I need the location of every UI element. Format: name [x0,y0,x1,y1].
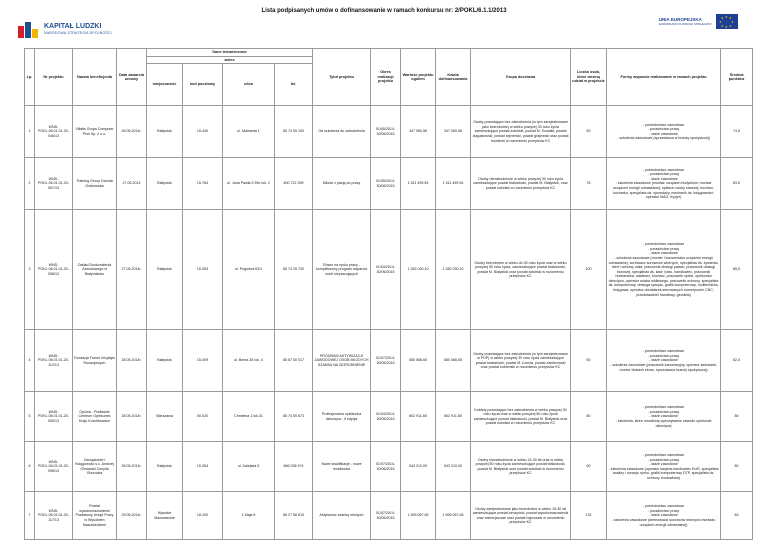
cell-period: 01/05/2014-30/06/2015 [371,158,401,210]
col-phone: tel. [275,64,313,106]
page-title: Lista podpisanych umów o dofinansowanie w ramach konkursu nr: 2/POKL/6.1.1/2013 [261,8,507,14]
cell-score: 85 [721,392,753,442]
cell-contract-date: 27.05.2014 [117,158,147,210]
cell-score: 83 [721,492,753,540]
cell-zip: 00-020 [183,392,223,442]
table-row [25,492,753,540]
col-street: ulica [223,64,275,106]
cell-participants: 100 [571,210,607,330]
cell-support-forms: - pośrednictwo zawodowe - poradnictwo pracy - staże zawodowe - szkolenia zawodowe (operator kasjera-handlowiec KUR, specjalista analizy i rozwoju rynku, grafik komputerowy DTP, specjalista ds. ochrony środowiska) [607,442,721,492]
cell-period: 01/07/2014-30/06/2015 [371,492,401,540]
cell-period: 01/05/2014-30/06/2015 [371,106,401,158]
table-row [25,330,753,392]
cell-contract-date: 28.05.2014r. [117,442,147,492]
cell-phone: 85 74 99 100 [275,106,313,158]
cell-lp: 1 [25,106,35,158]
cell-contract-date: 26.05.2014r. [117,106,147,158]
cell-contract-date: 29.05.2014r. [117,492,147,540]
cell-city: Białystok [147,210,183,330]
col-beneficiary: Nazwa beneficjenta [73,49,117,106]
cell-phone: 85 74 55 673 [275,392,313,442]
cell-support-forms: - pośrednictwo zawodowe - poradnictwo pracy - staże zawodowe - szkolenia zawodowe (pracownik kancelaryjny, operator ładowarki, monter blokach ekran, sprzedawca branży spożywczej) [607,330,721,392]
kapital-ludzki-mark-icon [18,20,40,38]
logo-right-text: UNIA EUROPEJSKA [658,16,702,22]
logo-right-subtext: EUROPEJSKI FUNDUSZ SPOŁECZNY [658,22,712,27]
cell-street: ul. Bema 28 lok. 4 [223,330,275,392]
col-participants: Liczba osób, które wezmą udział w projekcie [571,49,607,106]
cell-project-number: WND-POKL.06.01.01-20-112/13 [35,330,73,392]
col-city: miejscowość [147,64,183,106]
cell-beneficiary: Zakład Doskonalenia Zawodowego w Białymstoku [73,210,117,330]
cell-total-value: 1 282 030,10 [401,210,436,330]
col-lp: Lp. [25,49,35,106]
eu-logo [659,14,738,29]
cell-city: Wysokie Mazowieckie [147,492,183,540]
col-project-number: Nr projektu [35,49,73,106]
cell-zip: 15-354 [183,210,223,330]
cell-participants: 50 [571,106,607,158]
cell-total-value: 1 599 067,65 [401,492,436,540]
cell-lp: 6 [25,442,35,492]
cell-total-value: 802 911,65 [401,392,436,442]
table-row [25,106,753,158]
cell-score: 82,5 [721,330,753,392]
cell-project-title: Nowe kwalifikacje - nowe możliwości [313,442,371,492]
cell-target-group: Osoby pozostające bez zatrudnienia (w tym zarejestrowane w PUP) w wieku powyżej 30 roku życia zamieszkujące powiat białostocki, powiat M. Łomża, powiat zambrowski oraz powiat kolneński w rozumieniu przepisów KC [471,330,571,392]
cell-period: 01/07/2014-30/06/2015 [371,442,401,492]
cell-city: Białystok [147,106,183,158]
cell-contract-date: 28.05.2014r. [117,330,147,392]
cell-beneficiary: Fundacja Forum Inicjatyw Rozwojowych [73,330,117,392]
cell-funding: 1 282 030,10 [436,210,471,330]
cell-beneficiary: Villatis Grupa Computer Plus Sp. z o.o. [73,106,117,158]
cell-zip: 15-354 [183,442,223,492]
cell-score: 83,5 [721,158,753,210]
cell-street: Chmielna 1 lok.31 [223,392,275,442]
cell-participants: 60 [571,442,607,492]
cell-contract-date: 28.05.2014r. [117,392,147,442]
cell-participants: 80 [571,392,607,442]
cell-beneficiary: Zarządzanie i Księgowość s.c. Andrzej Glinowski Cecylia Gborucka [73,442,117,492]
col-support-forms: Formy wsparcia realizowane w ramach projektu [607,49,721,106]
cell-city: Białystok [147,330,183,392]
cell-phone: 85 67 50 017 [275,330,313,392]
cell-project-number: WND-POKL.06.01.01-20-098/13 [35,210,73,330]
cell-lp: 3 [25,210,35,330]
cell-score: 85,5 [721,210,753,330]
cell-project-title: Równi na rynku pracy - kompleksowy program wsparcia osób niepracujących [313,210,371,330]
cell-funding: 802 911,65 [436,392,471,442]
cell-project-title: Młodzi z pasją do pracy [313,158,371,210]
cell-target-group: Osoby bezrobotne w wieku do 30 roku życia oraz w wieku powyżej 50 roku życia, zamieszkujące powiat białostocki, powiat M. Białystok oraz powiat sokólski w rozumieniu przepisów KC [471,210,571,330]
cell-project-number: WND-POKL.06.01.01-20-050/13 [35,392,73,442]
cell-support-forms: - pośrednictwo zawodowe - poradnictwo pracy - staże zawodowe - szkolenia zawodowe (ambrowaczi surowców wtórnych,montażu urządzeń energii odnawialnej) [607,492,721,540]
cell-support-forms: - pośrednictwo zawodowe - poradnictwo pracy - staże zawodowe - szkolenia zawodowe (monter i konserwator urządzeń energii odnawialnej, sortowacz surowców wtórnych, specjalista ds. żywienia, dieti i odnowy ciała, pracownik obsługi pałacu, pracownik obsługi biurowej, specjalista ds. kadr i płac, handlowiec, pracownik hotelarstwa, ciastkarz, kucharz, pracownik opieki, opiekunka dziecięca, operator wózka widłowego, pracownik ochrony, specjalista ds. komputerowy, obsługa sprzętu, grafik komputerowy, multimediów, księgowa, operator obrabiarek sterowanych numerycznie CNC, przedstawiciel handlowy, geodeta) [607,210,721,330]
cell-contract-date: 27.05.2014r. [117,210,147,330]
cell-lp: 2 [25,158,35,210]
col-target-group: Grupa docelowa [471,49,571,106]
cell-zip: 18-200 [183,492,223,540]
cell-participants: 50 [571,330,607,392]
col-funding: Kwota dofinansowania [436,49,471,106]
cell-support-forms: - pośrednictwo zawodowe - poradnictwo pracy - staże zawodowe - szkolenia zawodowe (montaż urządzeń budynków; montaż urządzeń energii odnawialnej; opiekun osoby starszej; kucharz, kucharka, specjalista ds. sprzedaży, mechanik ds. księgowości; operator MAG, fryzjer) [607,158,721,210]
cell-funding: 1 599 067,65 [436,492,471,540]
cell-total-value: 1 511 499,54 [401,158,436,210]
cell-beneficiary: Training Group Danuta Grabowska [73,158,117,210]
contracts-table [24,48,753,540]
cell-project-number: WND-POKL.06.01.01-20-117/13 [35,492,73,540]
cell-participants: 76 [571,158,607,210]
col-address-group: adres [147,56,313,64]
cell-total-value: 580 566,65 [401,330,436,392]
cell-project-number: WND-POKL.06.01.01-20-096/13 [35,442,73,492]
cell-funding: 580 566,65 [436,330,471,392]
cell-street: ul. Dalejska 5 [223,442,275,492]
cell-total-value: 543 210,00 [401,442,436,492]
cell-phone: 666 036 974 [275,442,313,492]
col-zip: kod pocztowy [183,64,223,106]
eu-flag-icon: ★ ★ ★ ★ ★ ★ ★ ★ [716,14,738,29]
cell-score: 80 [721,442,753,492]
cell-project-number: WND-POKL.06.01.01-20-067/13 [35,158,73,210]
table-row [25,442,753,492]
cell-beneficiary: Powiat wysokomazowiecki Powiatowy Urząd Pracy w Wysokiem Mazowieckiem [73,492,117,540]
col-total-value: Wartość projektu ogółem [401,49,436,106]
cell-project-title: PROGRAM AKTYWIZACJI ZAWODOWEJ OSÓB MŁODYCH SZANSA NA ZATRUDNIENIE [313,330,371,392]
cell-street: 1 Maja 8 [223,492,275,540]
cell-funding: 347 060,56 [436,106,471,158]
cell-project-title: Od szkolenia do zatrudnienia [313,106,371,158]
cell-beneficiary: Opiuha - Podlaskie Centrum Opiekunek Kraju Kurortkowsce [73,392,117,442]
cell-target-group: Osoby niezatrudnione w wieku 15-30 lat oraz w wieku powyżej 50 roku życia zamieszkujące powiat białostocki, powiat M. Białystok oraz powiat sokólski w rozumieniu przepisów KC [471,442,571,492]
col-period: Okres realizacji projektu [371,49,401,106]
col-project-title: Tytuł projektu [313,49,371,106]
table-row [25,210,753,330]
cell-project-title: Profesjonalna opiekunka dziecięca - II edycja [313,392,371,442]
cell-period: 01/07/2014-30/06/2015 [371,330,401,392]
kapital-ludzki-logo [18,20,112,38]
cell-period: 01/04/2014-30/06/2015 [371,210,401,330]
cell-funding: 543 210,00 [436,442,471,492]
cell-street: ul. Malmeda 1 [223,106,275,158]
col-contract-date: Data zawarcia umowy [117,49,147,106]
cell-project-title: Aktywność szansą młodych [313,492,371,540]
cell-lp: 7 [25,492,35,540]
cell-street: ul. Jana Pawła II 59c lok. 2 [223,158,275,210]
cell-city: Białystok [147,442,183,492]
page-header [0,0,768,48]
cell-total-value: 347 060,56 [401,106,436,158]
cell-lp: 4 [25,330,35,392]
cell-street: ul. Pogodna 63/1 [223,210,275,330]
table-row [25,392,753,442]
cell-phone: 600 722 399 [275,158,313,210]
cell-zip: 15-764 [183,158,223,210]
cell-support-forms: - pośrednictwo zawodowe - poradnictwo pracy - staże zawodowe - szkolenia zawodowe (sprzedawca w branży spożywczej) [607,106,721,158]
col-score: Średnia punktów [721,49,753,106]
cell-phone: 86 27 58 615 [275,492,313,540]
cell-score: 74,5 [721,106,753,158]
cell-support-forms: - pośrednictwo zawodowe - poradnictwo pracy - staże zawodowe - szkolenia, które umożliwią wykonywanie zawodu opiekunki dziecięcej [607,392,721,442]
cell-zip: 15-409 [183,330,223,392]
col-contact-group: Dane teleadresowe [147,49,313,57]
cell-project-number: WND-POKL.06.01.01-20-046/13 [35,106,73,158]
cell-period: 01/04/2014-30/06/2015 [371,392,401,442]
logo-left-text: KAPITAŁ LUDZKI [44,23,102,30]
cell-participants: 132 [571,492,607,540]
cell-city: Warszawa [147,392,183,442]
logo-left-subtext: NARODOWA STRATEGIA SPÓJNOŚCI [44,31,112,35]
table-row [25,158,753,210]
cell-target-group: Osoby zarejestrowane jako bezrobotne w wieku 15-30 lat zamieszkujące powiat łomżyński, powiat wysokomazowiecki oraz zaimiejscowe oraz powiat hajnowski w rozumieniu przepisów KC [471,492,571,540]
cell-target-group: Kobiety pozostające bez zatrudnienia w wieku powyżej 30 roku życia oraz w wieku powyżej 50 roku życia zamieszkujące powiat białostocki, powiat M. Białystok oraz powiat sokólski w rozumieniu przepisów KC [471,392,571,442]
cell-target-group: Osoby pozostające bez zatrudnienia (w tym zarejestrowane jako bezrobotne) w wieku powyżej 30 roku życia zamieszkujące powiat sokólski, powiat M. Suwałki, powiat augustowski, powiat sejneński, powiat grajewski oraz powiat moniecki w rozumieniu przepisów KC [471,106,571,158]
cell-target-group: Osoby niezatrudnione w wieku powyżej 30 roku życia zamieszkujące powiat białostocki, powiat M. Białystok, oraz powiat sokólski w rozumieniu przepisów KC [471,158,571,210]
cell-city: Białystok [147,158,183,210]
cell-zip: 15-440 [183,106,223,158]
cell-funding: 1 511 499,54 [436,158,471,210]
cell-lp: 5 [25,392,35,442]
cell-phone: 85 74 25 730 [275,210,313,330]
